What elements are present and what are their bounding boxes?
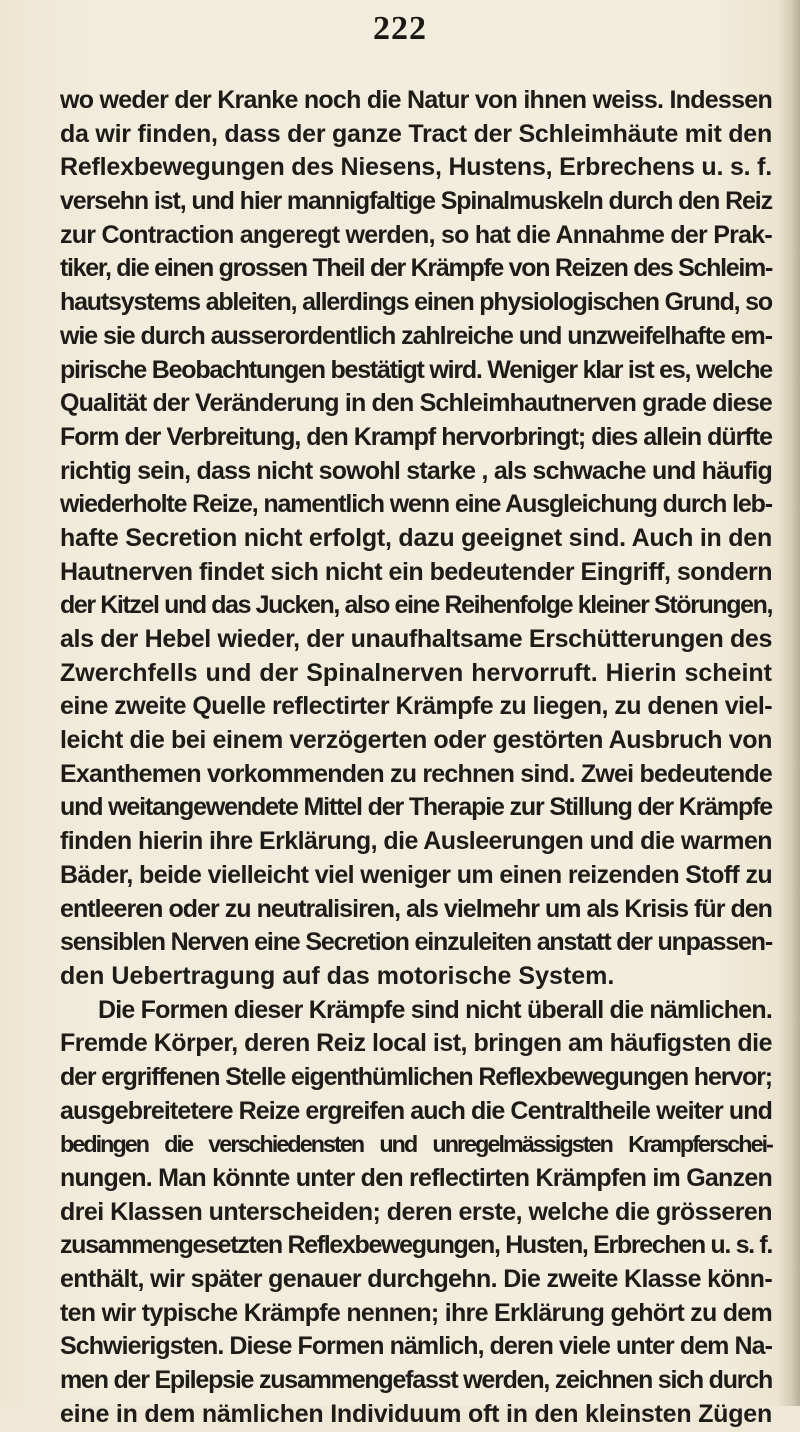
text-line: leicht die bei einem verzögerten oder gestörten Ausbruch von: [60, 726, 772, 755]
text-line: und weitangewendete Mittel der Therapie zur Stillung der Krämpfe: [60, 793, 772, 822]
text-line: wiederholte Reize, namentlich wenn eine Ausgleichung durch leb-: [60, 490, 772, 519]
text-line: men der Epilepsie zusammengefasst werden, zeichnen sich durch: [60, 1366, 772, 1395]
text-line: versehn ist, und hier mannigfaltige Spinalmuskeln durch den Reiz: [60, 187, 772, 216]
text-line: eine zweite Quelle reflectirter Krämpfe zu liegen, zu denen viel-: [60, 692, 772, 721]
text-line: richtig sein, dass nicht sowohl starke , als schwache und häufig: [60, 456, 772, 485]
text-line: wo weder der Kranke noch die Natur von ihnen weiss. Indessen: [60, 86, 773, 114]
page-number: 222: [373, 10, 427, 47]
text-line: hautsystems ableiten, allerdings einen physiologischen Grund, so: [60, 288, 772, 317]
text-line: als der Hebel wieder, der unaufhaltsame Erschütterungen des: [60, 625, 772, 653]
text-line: Bäder, beide vielleicht viel weniger um einen reizenden Stoff zu: [60, 860, 772, 889]
text-line: Form der Verbreitung, den Krampf hervorbringt; dies allein dürfte: [60, 422, 772, 451]
text-line: pirische Beobachtungen bestätigt wird. Weniger klar ist es, welche: [60, 355, 772, 384]
text-line: nungen. Man könnte unter den reflectirten Krämpfen im Ganzen: [60, 1164, 773, 1192]
paragraph-end-line: den Uebertragung auf das motorische System.: [60, 961, 615, 990]
text-line: Fremde Körper, deren Reiz local ist, bringen am häufigsten die: [60, 1029, 772, 1058]
body-text: [60, 84, 772, 1432]
text-line: finden hierin ihre Erklärung, die Ausleerungen und die warmen: [60, 827, 772, 856]
text-line: zur Contraction angeregt werden, so hat die Annahme der Prak-: [60, 220, 772, 249]
text-line: sensiblen Nerven eine Secretion einzuleiten anstatt der unpassen-: [60, 928, 772, 957]
text-line: der Kitzel und das Jucken, also eine Reihenfolge kleiner Störungen,: [60, 591, 772, 620]
text-line: ausgebreitetere Reize ergreifen auch die Centraltheile weiter und: [60, 1096, 772, 1125]
text-line: Reflexbewegungen des Niesens, Hustens, Erbrechens u. s. f.: [60, 153, 773, 182]
text-line: da wir finden, dass der ganze Tract der Schleimhäute mit den: [60, 119, 772, 148]
text-line: eine in dem nämlichen Individuum oft in den kleinsten Zügen: [60, 1399, 772, 1428]
text-line: hafte Secretion nicht erfolgt, dazu geeignet sind. Auch in den: [60, 523, 772, 552]
text-line: Exanthemen vorkommenden zu rechnen sind. Zwei bedeutende: [60, 759, 772, 788]
text-line: drei Klassen unterscheiden; deren erste, welche die grösseren: [60, 1197, 772, 1226]
text-line: Hautnerven findet sich nicht ein bedeutender Eingriff, sondern: [60, 557, 772, 586]
paragraph-start-line: Die Formen dieser Krämpfe sind nicht überall die nämlichen.: [98, 995, 772, 1024]
text-line: Qualität der Veränderung in den Schleimhautnerven grade diese: [60, 389, 772, 418]
text-line: der ergriffenen Stelle eigenthümlichen Reflexbewegungen hervor;: [60, 1062, 772, 1091]
text-line: zusammengesetzten Reflexbewegungen, Husten, Erbrechen u. s. f.: [60, 1231, 772, 1260]
text-line: tiker, die einen grossen Theil der Krämpfe von Reizen des Schleim-: [60, 254, 772, 283]
text-line: bedingen die verschiedensten und unregelmässigsten Krampferschei-: [60, 1131, 772, 1158]
text-line: enthält, wir später genauer durchgehn. Die zweite Klasse könn-: [60, 1265, 773, 1294]
text-line: Zwerchfells und der Spinalnerven hervorruft. Hierin scheint: [60, 658, 772, 687]
text-line: entleeren oder zu neutralisiren, als vielmehr um als Krisis für den: [60, 894, 772, 923]
page-edge-shadow: [778, 0, 800, 1406]
text-line: wie sie durch ausserordentlich zahlreiche und unzweifelhafte em-: [60, 321, 772, 350]
text-line: Schwierigsten. Diese Formen nämlich, deren viele unter dem Na-: [60, 1332, 772, 1361]
text-line: ten wir typische Krämpfe nennen; ihre Erklärung gehört zu dem: [60, 1298, 772, 1327]
